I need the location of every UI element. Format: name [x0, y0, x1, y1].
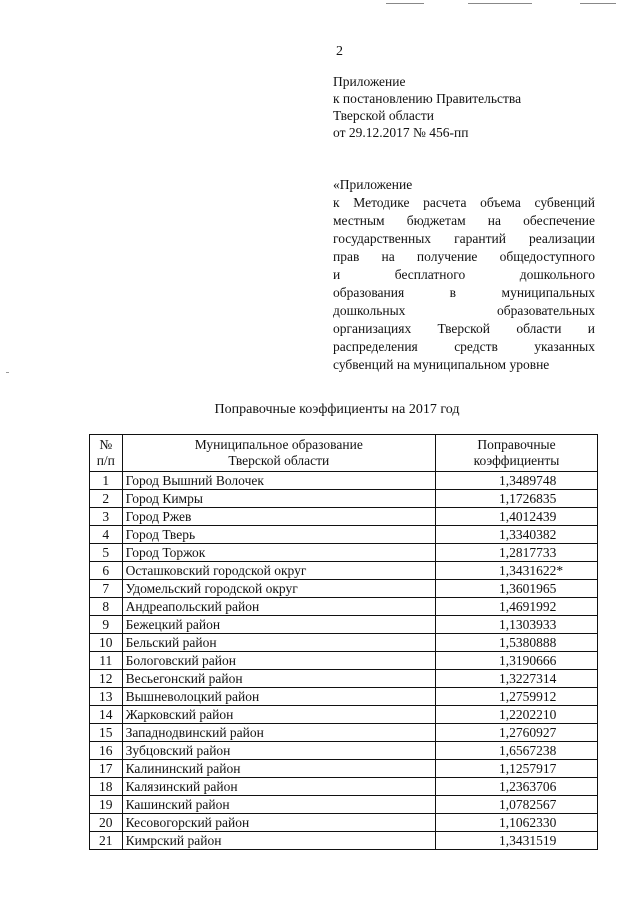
appendix-line: Приложение — [333, 74, 406, 89]
table-header-row — [90, 435, 598, 472]
row-name: Андреапольский район — [122, 598, 435, 616]
row-name: Бежецкий район — [122, 616, 435, 634]
row-coefficient: 1,3601965 — [435, 580, 597, 598]
table-row — [90, 652, 598, 670]
table-row — [90, 760, 598, 778]
row-name: Бельский район — [122, 634, 435, 652]
row-name: Кашинский район — [122, 796, 435, 814]
methodology-line: образования в муниципальных — [333, 285, 595, 300]
methodology-line: субвенций на муниципальном уровне — [333, 357, 550, 372]
row-name: Бологовский район — [122, 652, 435, 670]
row-name: Весьегонский район — [122, 670, 435, 688]
table-row — [90, 724, 598, 742]
row-coefficient: 1,4691992 — [435, 598, 597, 616]
methodology-line: и бесплатного дошкольного — [333, 267, 595, 282]
row-name: Калязинский район — [122, 778, 435, 796]
row-coefficient: 1,0782567 — [435, 796, 597, 814]
row-number: 8 — [90, 598, 123, 616]
row-number: 4 — [90, 526, 123, 544]
row-name: Осташковский городской округ — [122, 562, 435, 580]
scan-artifact — [468, 3, 532, 4]
row-number: 6 — [90, 562, 123, 580]
table-row — [90, 688, 598, 706]
table-row — [90, 598, 598, 616]
table-row — [90, 778, 598, 796]
appendix-line: от 29.12.2017 № 456-пп — [333, 125, 469, 140]
scan-artifact — [386, 3, 424, 4]
row-coefficient: 1,3227314 — [435, 670, 597, 688]
methodology-header — [333, 176, 595, 374]
coefficients-table — [89, 434, 598, 850]
row-coefficient: 1,3431519 — [435, 832, 597, 850]
row-coefficient: 1,1303933 — [435, 616, 597, 634]
row-number: 15 — [90, 724, 123, 742]
row-coefficient: 1,2363706 — [435, 778, 597, 796]
header-name-line2: Тверской области — [228, 453, 330, 468]
row-coefficient: 1,1257917 — [435, 760, 597, 778]
row-name: Удомельский городской округ — [122, 580, 435, 598]
header-num — [90, 435, 123, 472]
methodology-line: дошкольных образовательных — [333, 303, 595, 318]
methodology-line: прав на получение общедоступного — [333, 249, 595, 264]
row-number: 7 — [90, 580, 123, 598]
table-row — [90, 814, 598, 832]
row-coefficient: 1,3340382 — [435, 526, 597, 544]
table-row — [90, 580, 598, 598]
row-name: Город Вышний Волочек — [122, 472, 435, 490]
row-number: 17 — [90, 760, 123, 778]
header-name — [122, 435, 435, 472]
table-row — [90, 562, 598, 580]
row-coefficient: 1,2760927 — [435, 724, 597, 742]
row-name: Зубцовский район — [122, 742, 435, 760]
row-name: Город Тверь — [122, 526, 435, 544]
table-row — [90, 526, 598, 544]
table-row — [90, 742, 598, 760]
row-coefficient: 1,1726835 — [435, 490, 597, 508]
appendix-line: к постановлению Правительства — [333, 91, 522, 106]
header-value-line2: коэффициенты — [473, 453, 560, 468]
row-coefficient: 1,6567238 — [435, 742, 597, 760]
table-row — [90, 544, 598, 562]
table-row — [90, 490, 598, 508]
methodology-line: государственных гарантий реализации — [333, 231, 595, 246]
header-num-line2: п/п — [96, 453, 115, 468]
table-row — [90, 508, 598, 526]
table-row — [90, 634, 598, 652]
row-name: Западнодвинский район — [122, 724, 435, 742]
row-coefficient: 1,2759912 — [435, 688, 597, 706]
table-title-text: Поправочные коэффициенты на 2017 год — [214, 402, 460, 417]
table-row — [90, 706, 598, 724]
methodology-line: «Приложение — [333, 177, 413, 192]
row-name: Город Ржев — [122, 508, 435, 526]
table-row — [90, 616, 598, 634]
header-num-line1: № — [99, 437, 113, 452]
table-row — [90, 832, 598, 850]
row-number: 3 — [90, 508, 123, 526]
row-number: 21 — [90, 832, 123, 850]
scan-artifact — [580, 3, 616, 4]
methodology-line: распределения средств указанных — [333, 339, 595, 354]
row-number: 13 — [90, 688, 123, 706]
appendix-line: Тверской области — [333, 108, 434, 123]
row-name: Кимрский район — [122, 832, 435, 850]
row-coefficient: 1,3190666 — [435, 652, 597, 670]
page-number: 2 — [336, 44, 343, 59]
row-coefficient: 1,5380888 — [435, 634, 597, 652]
row-number: 18 — [90, 778, 123, 796]
row-coefficient: 1,2817733 — [435, 544, 597, 562]
row-name: Город Кимры — [122, 490, 435, 508]
row-number: 16 — [90, 742, 123, 760]
header-value — [435, 435, 597, 472]
row-name: Жарковский район — [122, 706, 435, 724]
row-number: 14 — [90, 706, 123, 724]
methodology-line: к Методике расчета объема субвенций — [333, 195, 595, 210]
row-name: Вышневолоцкий район — [122, 688, 435, 706]
row-coefficient: 1,2202210 — [435, 706, 597, 724]
row-number: 20 — [90, 814, 123, 832]
scan-artifact — [6, 372, 9, 373]
methodology-line: организациях Тверской области и — [333, 321, 595, 336]
table-title — [0, 402, 640, 418]
row-coefficient: 1,4012439 — [435, 508, 597, 526]
table-row — [90, 670, 598, 688]
row-name: Калининский район — [122, 760, 435, 778]
row-number: 11 — [90, 652, 123, 670]
header-name-line1: Муниципальное образование — [194, 437, 363, 452]
appendix-header — [333, 73, 521, 141]
table-row — [90, 472, 598, 490]
row-coefficient: 1,3489748 — [435, 472, 597, 490]
row-number: 1 — [90, 472, 123, 490]
row-number: 2 — [90, 490, 123, 508]
row-number: 10 — [90, 634, 123, 652]
table-row — [90, 796, 598, 814]
row-number: 12 — [90, 670, 123, 688]
row-number: 19 — [90, 796, 123, 814]
row-coefficient: 1,3431622* — [435, 562, 597, 580]
header-value-line1: Поправочные — [477, 437, 556, 452]
methodology-line: местным бюджетам на обеспечение — [333, 213, 595, 228]
row-coefficient: 1,1062330 — [435, 814, 597, 832]
row-name: Город Торжок — [122, 544, 435, 562]
row-number: 5 — [90, 544, 123, 562]
row-name: Кесовогорский район — [122, 814, 435, 832]
row-number: 9 — [90, 616, 123, 634]
